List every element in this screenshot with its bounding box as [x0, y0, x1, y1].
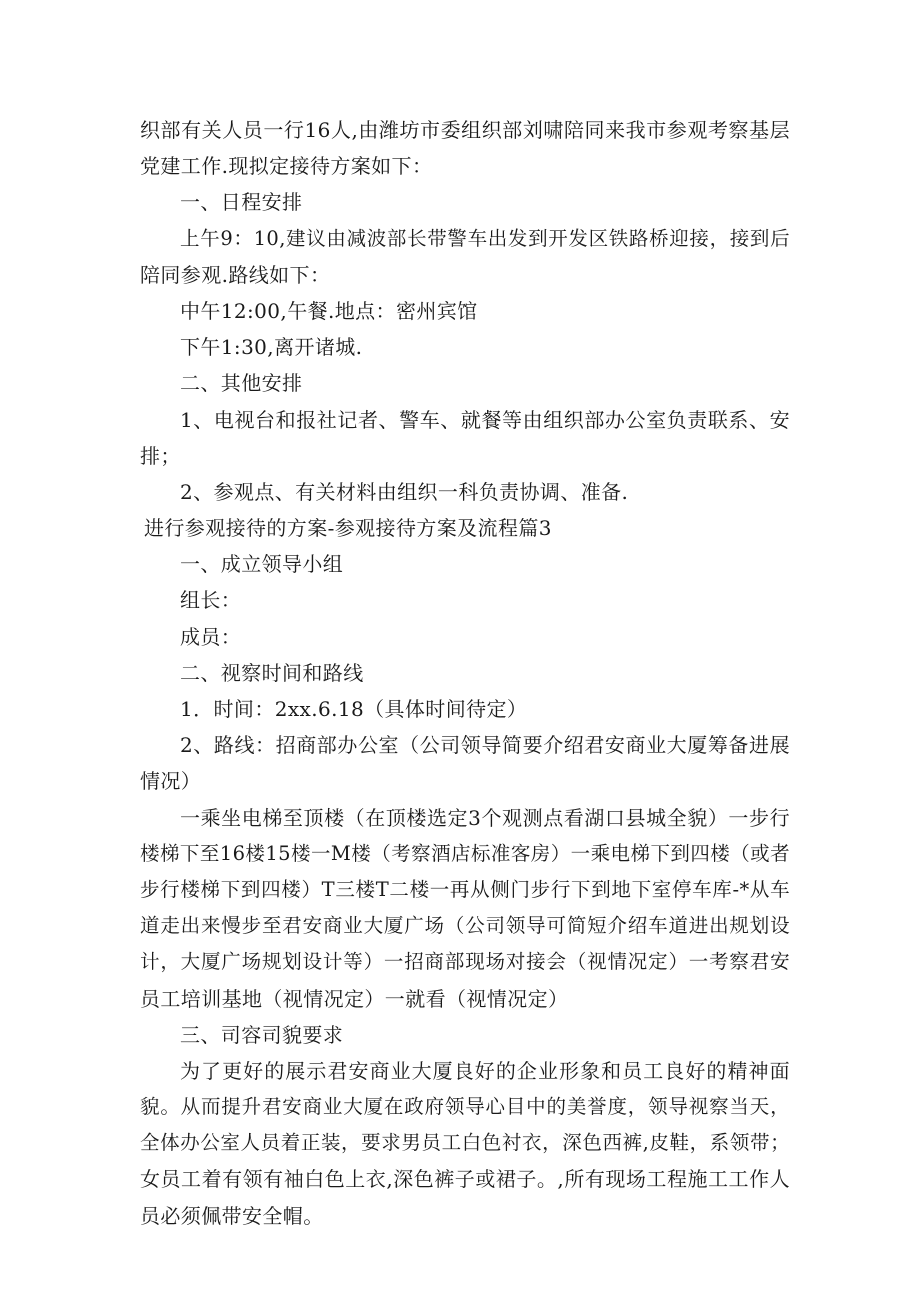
text-line: 一乘坐电梯至顶楼（在顶楼选定3个观测点看湖口县城全貌）一步行	[180, 805, 790, 830]
text-line: 党建工作.现拟定接待方案如下：	[140, 154, 433, 179]
text-line: 计，大厦广场规划设计等）一招商部现场对接会（视情况定）一考察君安	[140, 950, 790, 974]
text-line: 员工培训基地（视情况定）一就看（视情况定）	[140, 986, 569, 1011]
text-line: 女员工着有领有袖白色上衣,深色裤子或裙子。,所有现场工程施工工作人	[140, 1167, 790, 1192]
text-line: 步行楼梯下到四楼）T三楼T二楼一再从侧门步行下到地下室停车库-*从车	[140, 877, 790, 901]
text-line: 情况）	[140, 769, 202, 794]
text-line: 1．时间：2xx.6.18（具体时间待定）	[180, 697, 528, 721]
document-body	[140, 112, 790, 1234]
text-line: 一、日程安排	[180, 190, 303, 215]
text-line: 三、司容司貌要求	[180, 1022, 344, 1047]
text-line: 下午1:30,离开诸城.	[180, 335, 363, 360]
text-line: 貌。从而提升君安商业大厦在政府领导心目中的美誉度，领导视察当天，	[140, 1095, 790, 1119]
text-line: 中午12:00,午餐.地点：密州宾馆	[180, 298, 478, 323]
text-line: 一、成立领导小组	[180, 552, 344, 577]
text-line: 全体办公室人员着正装，要求男员工白色衬衣，深色西裤,皮鞋，系领带；	[140, 1131, 790, 1155]
text-line: 二、视察时间和路线	[180, 660, 364, 685]
text-line: 上午9：10,建议由减波部长带警车出发到开发区铁路桥迎接，接到后	[180, 226, 790, 250]
text-line: 成员：	[180, 624, 242, 649]
text-line: 织部有关人员一行16人,由潍坊市委组织部刘啸陪同来我市参观考察基层	[140, 118, 790, 142]
text-line: 组长：	[180, 588, 242, 613]
text-line: 陪同参观.路线如下：	[140, 262, 331, 287]
text-line: 道走出来慢步至君安商业大厦广场（公司领导可简短介绍车道进出规划设	[140, 914, 790, 938]
text-line: 排；	[140, 443, 181, 468]
text-line: 1、电视台和报社记者、警车、就餐等由组织部办公室负责联系、安	[180, 407, 790, 432]
text-line: 为了更好的展示君安商业大厦良好的企业形象和员工良好的精神面	[180, 1058, 790, 1083]
text-line: 进行参观接待的方案-参观接待方案及流程篇3	[144, 516, 552, 541]
text-line: 员必须佩带安全帽。	[140, 1203, 324, 1228]
text-line: 二、其他安排	[180, 371, 303, 396]
text-line: 2、路线：招商部办公室（公司领导简要介绍君安商业大厦筹备进展	[180, 733, 790, 758]
text-line: 2、参观点、有关材料由组织一科负责协调、准备.	[180, 479, 629, 504]
text-line: 楼梯下至16楼15楼一M楼（考察酒店标准客房）一乘电梯下到四楼（或者	[140, 841, 790, 865]
